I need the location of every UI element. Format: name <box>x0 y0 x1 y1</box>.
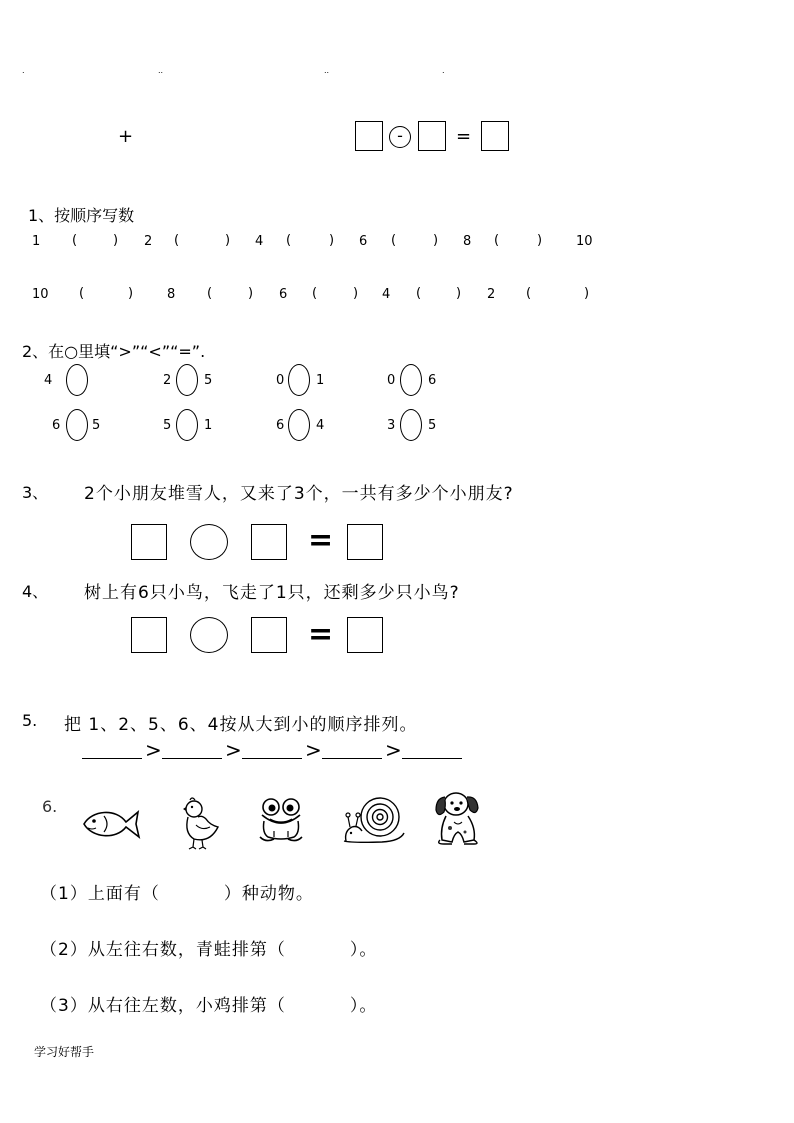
q1-r2-paren: ) <box>248 286 254 301</box>
compare-circle[interactable] <box>288 364 310 396</box>
equals-sign: = <box>308 617 334 652</box>
frog-icon <box>258 797 304 845</box>
answer-blank[interactable] <box>162 758 222 759</box>
plus-sign: + <box>118 126 134 147</box>
compare-circle[interactable] <box>400 364 422 396</box>
q2-right-num: 1 <box>204 418 213 433</box>
q1-r1-item: 6 <box>359 234 368 249</box>
q2-right-num: 5 <box>428 418 437 433</box>
q1-r2-item: 8 <box>167 287 176 302</box>
q1-r1-item: 8 <box>463 234 472 249</box>
q1-r2-paren: ( <box>312 286 318 301</box>
equals-sign: = <box>456 126 472 147</box>
q1-r2-paren: ( <box>79 286 85 301</box>
answer-blank[interactable] <box>82 758 142 759</box>
q1-r1-paren: ) <box>537 233 543 248</box>
q1-r2-item: 2 <box>487 287 496 302</box>
answer-box[interactable] <box>355 121 383 151</box>
compare-circle[interactable] <box>66 409 88 441</box>
q2-right-num: 6 <box>428 373 437 388</box>
speck: .. <box>158 66 164 75</box>
operator-circle[interactable] <box>190 617 228 653</box>
answer-box[interactable] <box>251 524 287 560</box>
q1-r2-item: 6 <box>279 287 288 302</box>
puppy-icon <box>432 788 482 846</box>
q2-left-num: 2 <box>163 373 172 388</box>
fish-icon <box>82 806 142 842</box>
answer-box[interactable] <box>481 121 509 151</box>
q2-right-num: 4 <box>316 418 325 433</box>
q1-r2-paren: ( <box>207 286 213 301</box>
greater-than-sign: > <box>225 738 242 762</box>
q3-number: 3、 <box>22 483 49 502</box>
operator-circle[interactable] <box>190 524 228 560</box>
q1-r2-paren: ) <box>128 286 134 301</box>
q2-right-num: 1 <box>316 373 325 388</box>
q1-r2-paren: ( <box>526 286 532 301</box>
q2-left-num: 3 <box>387 418 396 433</box>
compare-circle[interactable] <box>176 364 198 396</box>
answer-box[interactable] <box>251 617 287 653</box>
minus-sign: - <box>397 126 403 145</box>
chick-icon <box>180 797 222 851</box>
answer-box[interactable] <box>347 524 383 560</box>
footer-text: 学习好帮手 <box>34 1045 95 1059</box>
compare-circle[interactable] <box>66 364 88 396</box>
q2-title: 2、在○里填“>”“<”“=”. <box>22 342 206 361</box>
q1-r1-item: 4 <box>255 234 264 249</box>
answer-blank[interactable] <box>322 758 382 759</box>
q1-r2-paren: ) <box>584 286 590 301</box>
q2-right-num: 5 <box>204 373 213 388</box>
snail-icon <box>342 795 410 849</box>
q3-text: 2个小朋友堆雪人，又来了3个，一共有多少个小朋友? <box>84 484 514 504</box>
answer-box[interactable] <box>347 617 383 653</box>
q2-left-num: 6 <box>52 418 61 433</box>
q5-number: 5. <box>22 711 38 730</box>
compare-circle[interactable] <box>400 409 422 441</box>
q1-r1-paren: ) <box>329 233 335 248</box>
q6-sub3: （3）从右往左数，小鸡排第（ ）。 <box>40 996 378 1016</box>
compare-circle[interactable] <box>288 409 310 441</box>
q6-sub2: （2）从左往右数，青蛙排第（ ）。 <box>40 940 378 960</box>
speck: . <box>22 66 25 75</box>
q1-r1-paren: ( <box>494 233 500 248</box>
q1-r2-paren: ( <box>416 286 422 301</box>
answer-blank[interactable] <box>242 758 302 759</box>
greater-than-sign: > <box>145 738 162 762</box>
speck: . <box>442 66 445 75</box>
speck: .. <box>324 66 330 75</box>
answer-box[interactable] <box>418 121 446 151</box>
greater-than-sign: > <box>385 738 402 762</box>
answer-blank[interactable] <box>402 758 462 759</box>
q2-left-num: 0 <box>276 373 285 388</box>
q1-r1-paren: ) <box>225 233 231 248</box>
q4-text: 树上有6只小鸟，飞走了1只，还剩多少只小鸟? <box>84 583 460 603</box>
q1-r2-item: 10 <box>32 287 49 302</box>
q2-left-num: 4 <box>44 373 53 388</box>
q1-r2-paren: ) <box>456 286 462 301</box>
q1-title: 1、按顺序写数 <box>28 206 135 225</box>
q1-r1-item: 2 <box>144 234 153 249</box>
q2-right-num: 5 <box>92 418 101 433</box>
greater-than-sign: > <box>305 738 322 762</box>
q1-r1-paren: ( <box>174 233 180 248</box>
q5-text: 把 1、2、5、6、4按从大到小的顺序排列。 <box>64 715 418 735</box>
q1-r1-paren: ( <box>72 233 78 248</box>
q1-r1-paren: ( <box>286 233 292 248</box>
q2-left-num: 5 <box>163 418 172 433</box>
answer-box[interactable] <box>131 617 167 653</box>
q1-r1-paren: ) <box>113 233 119 248</box>
q1-r1-paren: ) <box>433 233 439 248</box>
q1-r1-item: 10 <box>576 234 593 249</box>
q6-sub1: （1）上面有（ ）种动物。 <box>40 884 314 904</box>
q4-number: 4、 <box>22 582 49 601</box>
answer-box[interactable] <box>131 524 167 560</box>
q1-r1-item: 1 <box>32 234 41 249</box>
q1-r2-paren: ) <box>353 286 359 301</box>
q6-number: 6. <box>42 797 58 816</box>
q2-left-num: 6 <box>276 418 285 433</box>
equals-sign: = <box>308 523 334 558</box>
compare-circle[interactable] <box>176 409 198 441</box>
q1-r2-item: 4 <box>382 287 391 302</box>
q1-r1-paren: ( <box>391 233 397 248</box>
q2-left-num: 0 <box>387 373 396 388</box>
operator-circle <box>389 126 411 148</box>
